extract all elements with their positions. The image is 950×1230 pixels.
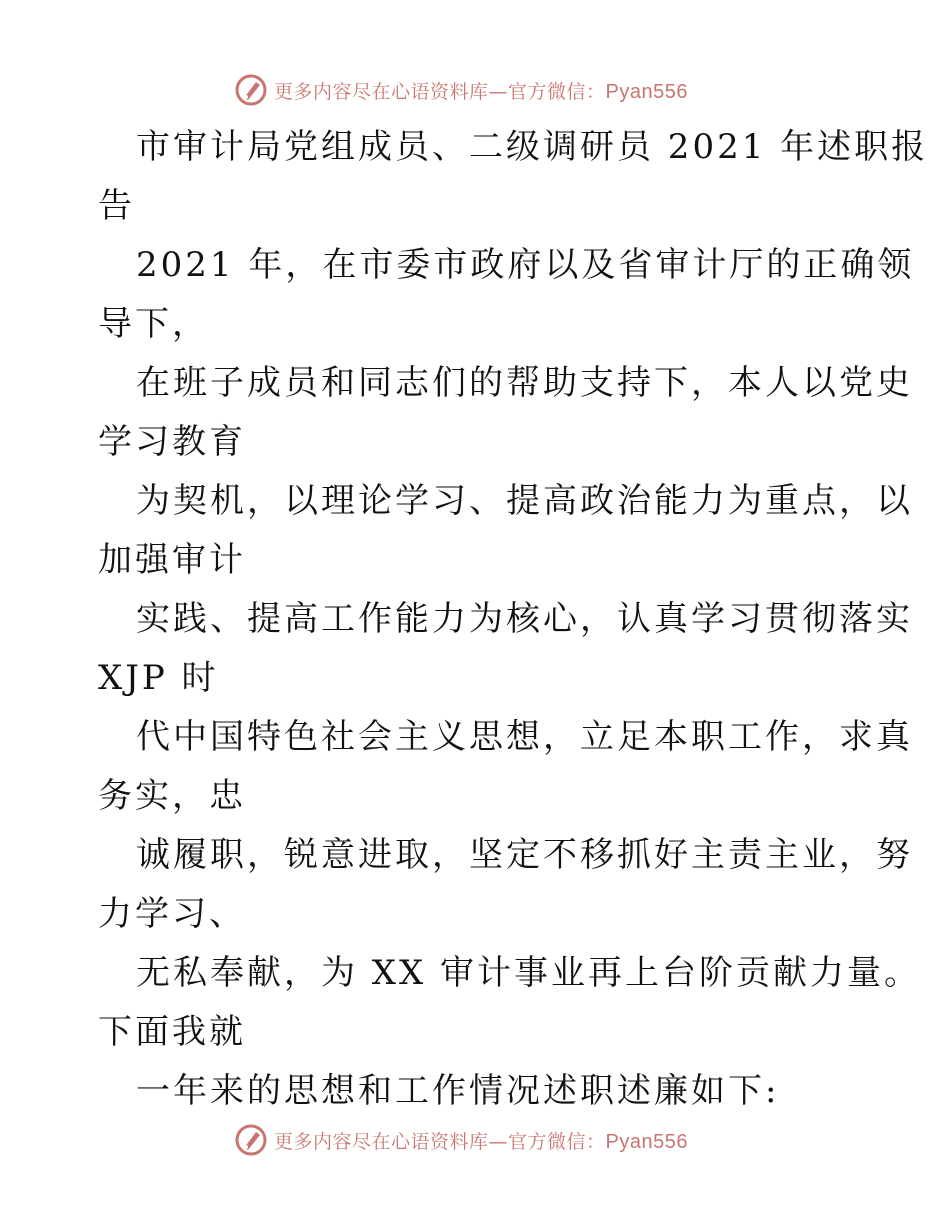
text-line: 力学习、 xyxy=(98,894,246,934)
text-line: 导下， xyxy=(98,304,209,344)
watermark-footer xyxy=(234,1122,688,1158)
text-line: 务实，忠 xyxy=(98,776,246,816)
text-line: 下面我就 xyxy=(98,1012,246,1052)
pen-nib-seal-icon xyxy=(234,73,268,107)
text-line: 学习教育 xyxy=(98,422,246,462)
document-title-line: 市审计局党组成员、二级调研员 2021 年述职报 xyxy=(136,127,929,167)
text-line: 加强审计 xyxy=(98,540,246,580)
text-line: 实践、提高工作能力为核心，认真学习贯彻落实 xyxy=(136,599,913,639)
text-line: 一年来的思想和工作情况述职述廉如下: xyxy=(136,1071,780,1111)
watermark-text: 更多内容尽在心语资料库—官方微信：Pyan556 xyxy=(274,80,688,103)
text-line: 代中国特色社会主义思想，立足本职工作，求真 xyxy=(136,717,913,757)
text-line: 在班子成员和同志们的帮助支持下，本人以党史 xyxy=(136,363,913,403)
watermark-text: 更多内容尽在心语资料库—官方微信：Pyan556 xyxy=(274,1130,688,1153)
document-body xyxy=(98,118,929,1121)
text-line: 为契机，以理论学习、提高政治能力为重点，以 xyxy=(136,481,913,521)
text-line: 无私奉献，为 XX 审计事业再上台阶贡献力量。 xyxy=(136,953,922,993)
document-title-line: 告 xyxy=(98,186,135,226)
text-line: 2021 年，在市委市政府以及省审计厅的正确领 xyxy=(136,245,915,285)
watermark-header xyxy=(234,72,688,108)
text-line: XJP 时 xyxy=(98,658,219,698)
text-line: 诚履职，锐意进取，坚定不移抓好主责主业，努 xyxy=(136,835,913,875)
pen-nib-seal-icon xyxy=(234,1123,268,1157)
